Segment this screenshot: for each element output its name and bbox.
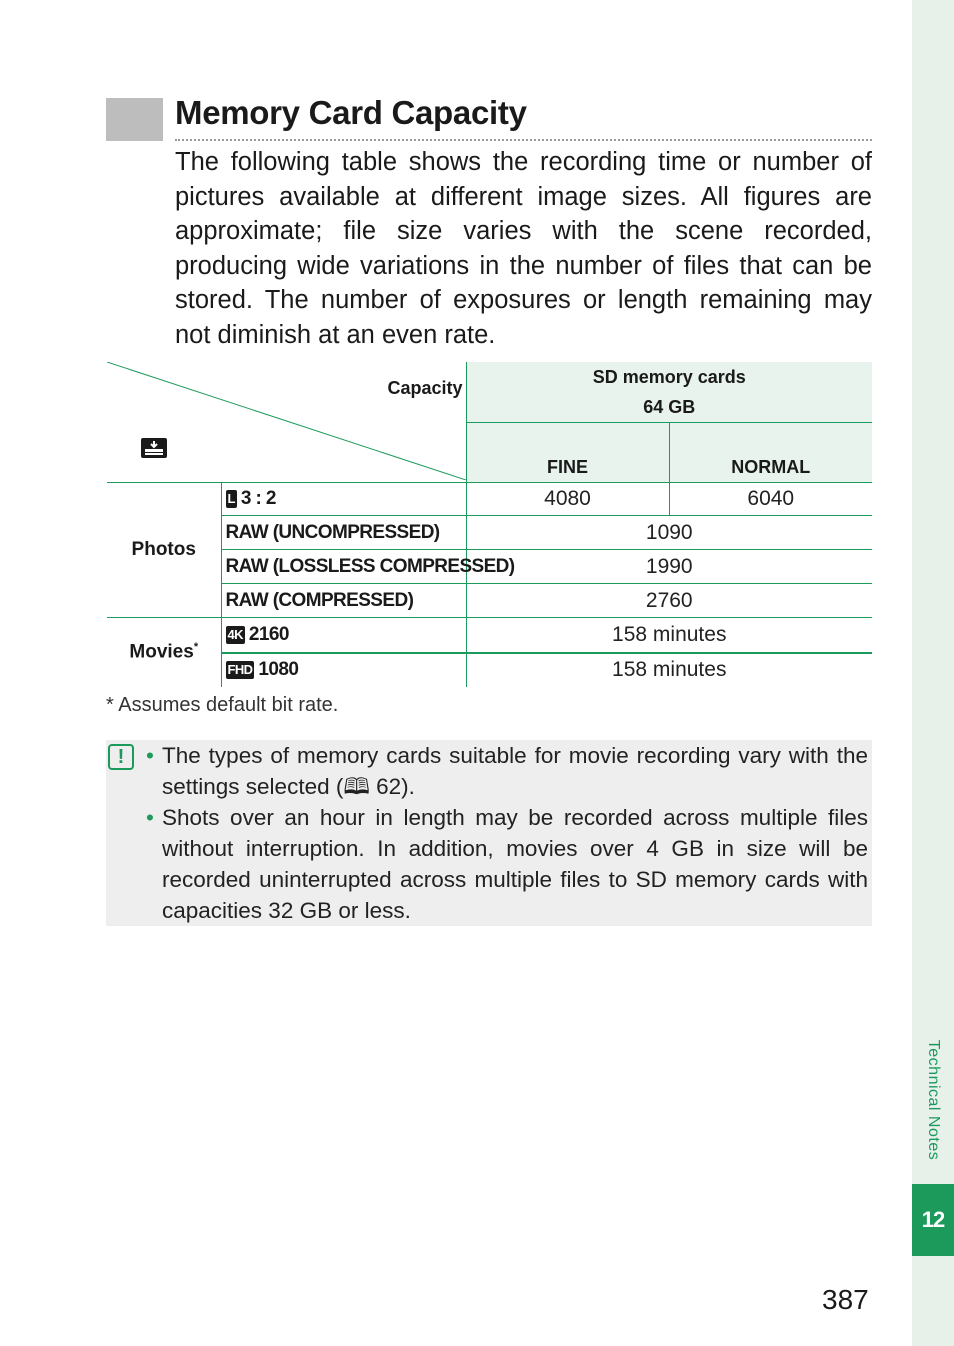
- table-row: [107, 618, 872, 653]
- intro-paragraph: The following table shows the recording time or number of pictures available at different image sizes. All figures are approximate; file size varies with the scene recorded, producing wide variations in the number of files that can be stored. The number of exposures or length remaining may not diminish at an even rate.: [175, 148, 872, 349]
- table-row: [107, 516, 872, 550]
- row-label-raw-compressed: RAW (COMPRESSED): [221, 584, 466, 618]
- table-row: [107, 550, 872, 584]
- bullet-icon: •: [146, 743, 154, 768]
- caution-icon: !: [108, 744, 134, 770]
- heading-marker: [106, 98, 163, 141]
- value-raw-lossless: 1990: [466, 550, 872, 584]
- list-item: • Shots over an hour in length may be recorded across multiple files without interruption. In addition, movies over 4 GB in size will be recorded uninterrupted across multiple files to SD memory cards with capacities 32 GB or less.: [146, 802, 868, 926]
- group-photos: Photos: [107, 483, 221, 618]
- card-type: SD memory cards: [592, 367, 746, 387]
- table-corner-cell: [107, 362, 466, 483]
- page-title: Memory Card Capacity: [175, 94, 527, 131]
- group-movies: Movies*: [107, 618, 221, 687]
- value-raw-compressed: 2760: [466, 584, 872, 618]
- page-number: 387: [822, 1284, 869, 1315]
- row-label-l32: L 3 : 2: [221, 483, 466, 516]
- table-row: [107, 584, 872, 618]
- value-1080: 158 minutes: [612, 658, 727, 681]
- large-size-icon: L: [227, 490, 235, 506]
- col-header-fine: FINE: [466, 423, 669, 483]
- bullet-icon: •: [146, 805, 154, 830]
- section-label-text: Technical Notes: [925, 1039, 943, 1161]
- col-header-normal: NORMAL: [669, 423, 872, 483]
- chapter-tab[interactable]: 12: [912, 1184, 954, 1256]
- image-size-icon: [141, 438, 167, 463]
- heading-divider: [175, 139, 872, 141]
- value-raw-uncompressed: 1090: [466, 516, 872, 550]
- table-footnote: * Assumes default bit rate.: [106, 694, 339, 716]
- list-item: • The types of memory cards suitable for movie recording vary with the settings selected (🕮 62).: [146, 740, 868, 802]
- capacity-label: Capacity: [387, 378, 463, 398]
- capacity-table: [107, 362, 872, 687]
- note-box: [106, 740, 872, 926]
- note-list: [146, 740, 868, 926]
- section-label: [912, 1020, 954, 1180]
- row-label-2160: 4K 2160: [221, 618, 466, 653]
- card-size: 64 GB: [643, 397, 696, 417]
- table-row: [107, 483, 872, 516]
- value-l32-normal: 6040: [669, 483, 872, 516]
- card-header: [466, 362, 872, 423]
- fhd-icon: FHD: [227, 661, 253, 677]
- row-label-raw-uncompressed: RAW (UNCOMPRESSED): [221, 516, 466, 550]
- table-row: [107, 653, 872, 687]
- row-label-raw-lossless: RAW (LOSSLESS COMPRESSED): [221, 550, 466, 584]
- value-2160: 158 minutes: [466, 618, 872, 653]
- 4k-icon: 4K: [227, 626, 243, 642]
- row-label-1080: FHD 1080: [221, 653, 466, 687]
- value-l32-fine: 4080: [466, 483, 669, 516]
